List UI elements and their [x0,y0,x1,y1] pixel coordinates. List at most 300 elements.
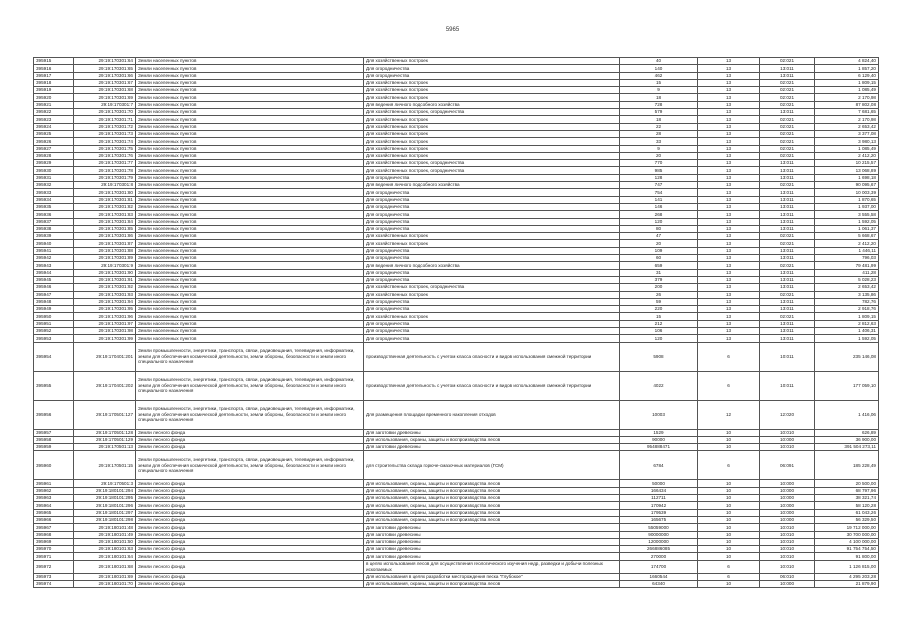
cadastral-value: 626,89 [815,429,879,436]
zone-number: 10 [698,436,760,443]
cadastral-value: 2 918,76 [815,306,879,313]
land-category: Земли населенных пунктов [136,284,364,291]
table-row [34,145,879,152]
zone-number: 10 [698,524,760,531]
use-code: 02:021 [760,94,815,101]
cadastral-value: 1 809,15 [815,313,879,320]
zone-number: 13 [698,284,760,291]
use-code: 10:011 [760,371,815,400]
permitted-use: для строительства склада горюче-смазочных материалов (ГСМ) [364,451,620,480]
use-code: 13:011 [760,284,815,291]
table-row [34,487,879,494]
permitted-use: Для огородничества [364,255,620,262]
use-code: 13:011 [760,218,815,225]
permitted-use: Для огородничества [364,211,620,218]
land-category: Земли населенных пунктов [136,189,364,196]
permitted-use: Для огородничества [364,174,620,181]
area: 141 [620,196,698,203]
zone-number: 10 [698,444,760,451]
land-category: Земли населенных пунктов [136,211,364,218]
zone-number: 10 [698,502,760,509]
land-category: Земли лесного фонда [136,573,364,580]
cadastral-number: 29:19:180101:294 [74,487,136,494]
land-category: Земли населенных пунктов [136,138,364,145]
row-number: 395952 [34,327,74,334]
land-category: Земли населенных пунктов [136,313,364,320]
zone-number: 13 [698,335,760,342]
use-code: 10:000 [760,495,815,502]
zone-number: 13 [698,123,760,130]
zone-number: 13 [698,306,760,313]
area: 55059000 [620,524,698,531]
use-code: 13:011 [760,298,815,305]
land-category: Земли лесного фонда [136,553,364,560]
permitted-use: Для хозяйственных построек [364,130,620,137]
cadastral-value: 30 700 000,00 [815,531,879,538]
area: 954888471 [620,444,698,451]
use-code: 13:011 [760,327,815,334]
table-row [34,313,879,320]
zone-number: 6 [698,573,760,580]
table-row [34,538,879,545]
permitted-use: в целях использования лесов для осуществления геологического изучения недр, разведки и добычи полезных ископаемых [364,560,620,573]
zone-number: 10 [698,429,760,436]
table-row [34,327,879,334]
land-category: Земли промышленности, энергетики, транспорта, связи, радиовещания, телевидения, информатики, земли для обеспечения космической деятельности, земли обороны, безопасности и земли иного специального назначения [136,400,364,429]
cadastral-number: 29:19:170501:3 [74,480,136,487]
use-code: 13:011 [760,211,815,218]
table-row [34,509,879,516]
use-code: 06:010 [760,573,815,580]
cadastral-value: 235 146,08 [815,342,879,371]
area: 59 [620,298,698,305]
zone-number: 13 [698,298,760,305]
table-row [34,451,879,480]
permitted-use: Для использования, охраны, защиты и воспроизводства лесов [364,436,620,443]
zone-number: 13 [698,65,760,72]
cadastral-number: 29:19:170301:71 [74,116,136,123]
area: 379 [620,276,698,283]
cadastral-number: 29:19:170401:202 [74,371,136,400]
area: 270000 [620,553,698,560]
land-category: Земли лесного фонда [136,538,364,545]
cadastral-value: 13 068,89 [815,167,879,174]
area: 770 [620,160,698,167]
land-category: Земли населенных пунктов [136,203,364,210]
permitted-use: Для огородничества [364,306,620,313]
use-code: 13:011 [760,203,815,210]
permitted-use: Для огородничества [364,298,620,305]
row-number: 395974 [34,581,74,588]
use-code: 10:010 [760,429,815,436]
row-number: 395944 [34,269,74,276]
cadastral-number: 29:19:170301:87 [74,240,136,247]
use-code: 02:021 [760,262,815,269]
row-number: 395939 [34,233,74,240]
cadastral-value: 3 555,58 [815,211,879,218]
row-number: 395937 [34,218,74,225]
row-number: 395973 [34,573,74,580]
land-category: Земли населенных пунктов [136,225,364,232]
cadastral-value: 79 481,99 [815,262,879,269]
cadastral-number: 29:19:170301:84 [74,218,136,225]
land-category: Земли лесного фонда [136,429,364,436]
permitted-use: Для хозяйственных построек [364,152,620,159]
cadastral-value: 4 100 000,00 [815,538,879,545]
land-category: Земли населенных пунктов [136,109,364,116]
cadastral-number: 29:19:170301:80 [74,189,136,196]
use-code: 13:011 [760,269,815,276]
zone-number: 13 [698,218,760,225]
cadastral-value: 2 170,98 [815,116,879,123]
zone-number: 10 [698,516,760,523]
area: 15 [620,79,698,86]
table-row [34,524,879,531]
cadastral-number: 29:19:170301:86 [74,233,136,240]
permitted-use: Для огородничества [364,203,620,210]
row-number: 395971 [34,553,74,560]
zone-number: 13 [698,225,760,232]
cadastral-number: 29:19:170301:69 [74,94,136,101]
cadastral-value: 3 980,13 [815,138,879,145]
area: 10003 [620,400,698,429]
table-row [34,573,879,580]
area: 80 [620,225,698,232]
row-number: 395960 [34,451,74,480]
permitted-use: Для хозяйственных построек [364,291,620,298]
table-row [34,203,879,210]
row-number: 395949 [34,306,74,313]
land-category: Земли лесного фонда [136,480,364,487]
row-number: 395969 [34,538,74,545]
land-category: Земли населенных пунктов [136,269,364,276]
land-category: Земли населенных пунктов [136,218,364,225]
cadastral-value: 1 406,31 [815,327,879,334]
cadastral-value: 2 653,42 [815,284,879,291]
use-code: 13:011 [760,160,815,167]
permitted-use: Для использования, охраны, защиты и воспроизводства лесов [364,480,620,487]
land-category: Земли населенных пунктов [136,247,364,254]
use-code: 02:021 [760,233,815,240]
row-number: 395950 [34,313,74,320]
table-row [34,94,879,101]
land-category: Земли населенных пунктов [136,94,364,101]
area: 268 [620,211,698,218]
land-category: Земли населенных пунктов [136,123,364,130]
cadastral-number: 29:19:180101:70 [74,581,136,588]
use-code: 13:011 [760,167,815,174]
zone-number: 10 [698,495,760,502]
table-row [34,152,879,159]
cadastral-number: 29:19:180101:48 [74,524,136,531]
use-code: 12:020 [760,400,815,429]
row-number: 395929 [34,160,74,167]
permitted-use: Для огородничества [364,247,620,254]
cadastral-value: 782,76 [815,298,879,305]
permitted-use: Для размещения площадки временного накопления отходов [364,400,620,429]
table-row [34,560,879,573]
permitted-use: Для хозяйственных построек [364,79,620,86]
permitted-use: Для огородничества [364,327,620,334]
cadastral-number: 29:19:180101:68 [74,560,136,573]
area: 1660544 [620,573,698,580]
use-code: 10:000 [760,516,815,523]
cadastral-number: 29:19:170301:90 [74,269,136,276]
zone-number: 10 [698,509,760,516]
table-row [34,306,879,313]
cadastral-number: 29:19:170301:97 [74,320,136,327]
use-code: 10:010 [760,553,815,560]
zone-number: 13 [698,79,760,86]
use-code: 02:021 [760,182,815,189]
row-number: 395961 [34,480,74,487]
use-code: 10:000 [760,509,815,516]
table-row [34,320,879,327]
use-code: 02:021 [760,79,815,86]
area: 5908 [620,342,698,371]
cadastral-number: 29:19:180101:298 [74,516,136,523]
use-code: 02:021 [760,291,815,298]
row-number: 395932 [34,182,74,189]
cadastral-value: 1 085,49 [815,145,879,152]
use-code: 13:011 [760,276,815,283]
cadastral-number: 29:19:170301:74 [74,138,136,145]
cadastral-number: 29:19:170301:72 [74,123,136,130]
area: 50000 [620,480,698,487]
zone-number: 13 [698,101,760,108]
land-category: Земли населенных пунктов [136,276,364,283]
zone-number: 10 [698,553,760,560]
cadastral-value: 1 446,11 [815,247,879,254]
area: 31 [620,269,698,276]
permitted-use: Для огородничества [364,335,620,342]
zone-number: 13 [698,94,760,101]
zone-number: 13 [698,233,760,240]
table-row [34,160,879,167]
row-number: 395955 [34,371,74,400]
use-code: 02:021 [760,313,815,320]
land-category: Земли населенных пунктов [136,130,364,137]
cadastral-value: 36 900,00 [815,436,879,443]
land-category: Земли населенных пунктов [136,174,364,181]
use-code: 02:021 [760,138,815,145]
zone-number: 13 [698,58,760,65]
land-category: Земли лесного фонда [136,509,364,516]
cadastral-value: 1 126 815,00 [815,560,879,573]
zone-number: 6 [698,371,760,400]
area: 12000000 [620,538,698,545]
permitted-use: Для хозяйственных построек [364,138,620,145]
cadastral-value: 21 879,90 [815,581,879,588]
cadastral-number: 29:19:170301:96 [74,313,136,320]
land-category: Земли населенных пунктов [136,167,364,174]
area: 90000000 [620,531,698,538]
row-number: 395921 [34,101,74,108]
cadastral-number: 29:19:170301:73 [74,130,136,137]
table-row [34,436,879,443]
area: 200 [620,284,698,291]
use-code: 02:021 [760,116,815,123]
area: 266886085 [620,546,698,553]
area: 18 [620,116,698,123]
area: 165675 [620,516,698,523]
cadastral-value: 56 329,50 [815,516,879,523]
use-code: 10:000 [760,436,815,443]
cadastral-value: 6 129,40 [815,72,879,79]
zone-number: 13 [698,313,760,320]
row-number: 395957 [34,429,74,436]
cadastral-number: 29:19:170301:93 [74,291,136,298]
table-row [34,211,879,218]
permitted-use: Для заготовки древесины [364,444,620,451]
land-category: Земли промышленности, энергетики, транспорта, связи, радиовещания, телевидения, информатики, земли для обеспечения космической деятельности, земли обороны, безопасности и земли иного специального назначения [136,371,364,400]
permitted-use: Для хозяйственных построек, огородничества [364,167,620,174]
area: 174700 [620,560,698,573]
cadastral-value: 1 937,00 [815,203,879,210]
land-category: Земли лесного фонда [136,581,364,588]
zone-number: 13 [698,87,760,94]
area: 220 [620,306,698,313]
cadastral-value: 3 135,86 [815,291,879,298]
row-number: 395927 [34,145,74,152]
cadastral-number: 29:19:170501:129 [74,436,136,443]
row-number: 395968 [34,531,74,538]
use-code: 10:010 [760,531,815,538]
cadastral-number: 29:19:170301:70 [74,109,136,116]
use-code: 13:011 [760,255,815,262]
zone-number: 10 [698,531,760,538]
table-row [34,495,879,502]
cadastral-number: 29:19:170501:128 [74,429,136,436]
zone-number: 13 [698,145,760,152]
table-row [34,255,879,262]
table-row [34,291,879,298]
table-row [34,342,879,371]
use-code: 13:011 [760,306,815,313]
land-category: Земли населенных пунктов [136,182,364,189]
cadastral-number: 29:19:170301:67 [74,79,136,86]
land-category: Земли населенных пунктов [136,87,364,94]
permitted-use: Для заготовки древесины [364,524,620,531]
zone-number: 13 [698,262,760,269]
permitted-use: Для заготовки древесины [364,531,620,538]
cadastral-number: 29:19:170301:85 [74,225,136,232]
land-category: Земли населенных пунктов [136,298,364,305]
permitted-use: Для огородничества [364,320,620,327]
row-number: 395930 [34,167,74,174]
cadastral-number: 29:19:170301:75 [74,145,136,152]
land-category: Земли населенных пунктов [136,335,364,342]
table-row [34,371,879,400]
cadastral-number: 29:19:170501:13 [74,444,136,451]
zone-number: 13 [698,116,760,123]
permitted-use: Для хозяйственных построек [364,94,620,101]
cadastral-number: 29:19:170301:92 [74,284,136,291]
land-category: Земли населенных пунктов [136,152,364,159]
row-number: 395948 [34,298,74,305]
area: 128 [620,174,698,181]
cadastral-number: 29:19:170501:15 [74,451,136,480]
area: 747 [620,182,698,189]
use-code: 10:010 [760,560,815,573]
table-row [34,189,879,196]
permitted-use: Для ведения личного подсобного хозяйства [364,182,620,189]
cadastral-value: 68 797,96 [815,487,879,494]
area: 462 [620,72,698,79]
land-registry-table [33,57,879,588]
table-row [34,553,879,560]
area: 170942 [620,502,698,509]
area: 15 [620,313,698,320]
land-category: Земли населенных пунктов [136,327,364,334]
use-code: 10:010 [760,524,815,531]
permitted-use: Для огородничества [364,225,620,232]
table-row [34,531,879,538]
cadastral-number: 29:19:180101:297 [74,509,136,516]
area: 20 [620,152,698,159]
cadastral-number: 29:19:170301:95 [74,306,136,313]
permitted-use: Для хозяйственных построек, огородничества [364,160,620,167]
permitted-use: Для огородничества [364,196,620,203]
cadastral-value: 3 377,08 [815,130,879,137]
table-row [34,400,879,429]
zone-number: 10 [698,480,760,487]
cadastral-number: 29:19:170301:68 [74,87,136,94]
cadastral-number: 29:19:170501:127 [74,400,136,429]
cadastral-value: 391 504 273,11 [815,444,879,451]
land-category: Земли лесного фонда [136,546,364,553]
permitted-use: Для использования в целях разработки месторождения песка "Глубокое" [364,573,620,580]
zone-number: 6 [698,560,760,573]
land-category: Земли населенных пунктов [136,79,364,86]
use-code: 02:021 [760,130,815,137]
cadastral-number: 29:19:170301:83 [74,211,136,218]
row-number: 395924 [34,123,74,130]
row-number: 395946 [34,284,74,291]
zone-number: 10 [698,487,760,494]
row-number: 395917 [34,72,74,79]
land-category: Земли населенных пунктов [136,101,364,108]
cadastral-value: 185 228,49 [815,451,879,480]
area: 60 [620,255,698,262]
row-number: 395941 [34,247,74,254]
zone-number: 13 [698,189,760,196]
table-row [34,298,879,305]
area: 120 [620,218,698,225]
row-number: 395970 [34,546,74,553]
row-number: 395922 [34,109,74,116]
row-number: 395972 [34,560,74,573]
zone-number: 13 [698,291,760,298]
row-number: 395916 [34,65,74,72]
cadastral-value: 87 802,08 [815,101,879,108]
permitted-use: Для огородничества [364,218,620,225]
use-code: 10:000 [760,581,815,588]
cadastral-number: 29:19:180101:296 [74,502,136,509]
permitted-use: Для использования, охраны, защиты и воспроизводства лесов [364,516,620,523]
zone-number: 13 [698,196,760,203]
cadastral-value: 1 085,49 [815,87,879,94]
table-row [34,284,879,291]
permitted-use: Для хозяйственных построек [364,87,620,94]
land-category: Земли населенных пунктов [136,306,364,313]
table-row [34,480,879,487]
table-row [34,225,879,232]
area: 109 [620,247,698,254]
cadastral-number: 29:19:180101:49 [74,531,136,538]
permitted-use: производственная деятельность с учетом класса опасности и видов использования смежной территории [364,342,620,371]
area: 112711 [620,495,698,502]
